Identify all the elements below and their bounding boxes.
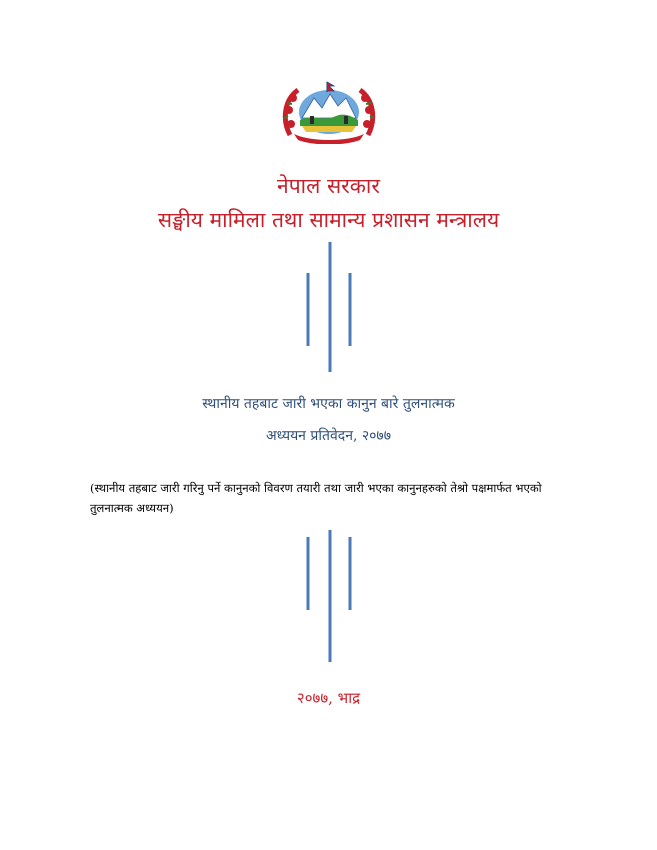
publication-date: २०७७, भाद्र <box>296 689 361 707</box>
report-title: स्थानीय तहबाट जारी भएका कानुन बारे तुलनात्मक <box>202 396 455 412</box>
nepal-coat-of-arms-icon <box>280 80 378 144</box>
report-description: (स्थानीय तहबाट जारी गरिनु पर्ने कानुनको विवरण तयारी तथा जारी भएका कानुनहरुको तेश्रो पक्षमार्फत भएको तुलनात्मक अध्ययन) <box>90 481 542 515</box>
report-subtitle: अध्ययन प्रतिवेदन, २०७७ <box>265 428 391 444</box>
ministry-name: सङ्घीय मामिला तथा सामान्य प्रशासन मन्त्रालय <box>157 208 500 232</box>
government-name: नेपाल सरकार <box>277 174 380 198</box>
